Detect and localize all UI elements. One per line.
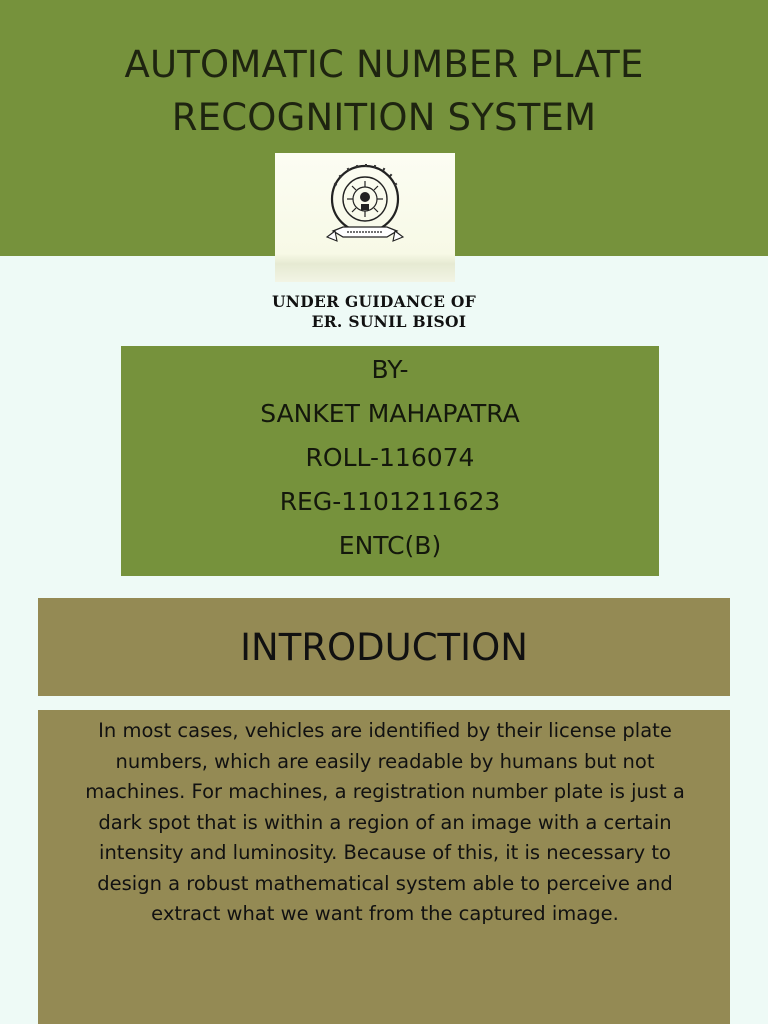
registration-number: REG-1101211623 (279, 487, 501, 516)
roll-number: ROLL-116074 (305, 443, 475, 472)
introduction-heading-panel (38, 598, 730, 696)
by-label: BY- (371, 355, 409, 384)
guidance-line-1: UNDER GUIDANCE OF (271, 292, 476, 311)
title-line-1: AUTOMATIC NUMBER PLATE (124, 43, 644, 86)
branch: ENTC(B) (338, 531, 442, 560)
introduction-heading: INTRODUCTION (240, 626, 528, 669)
title-line-2: RECOGNITION SYSTEM (171, 96, 597, 139)
emblem-icon (323, 157, 407, 253)
page-title (0, 38, 768, 144)
college-logo (275, 153, 455, 282)
author-name: SANKET MAHAPATRA (260, 399, 520, 428)
author-panel (121, 346, 659, 576)
introduction-body-panel (38, 710, 730, 1024)
introduction-paragraph: In most cases, vehicles are identified by their license plate numbers, which are easily readable by humans but not machines. For machines, a registration number plate is just a dark spot that is within a region of an image with a certain intensity and luminosity. Because of this, it is necessary to design a robust mathematical system able to perceive and extract what we want from the captured image. (85, 719, 685, 925)
guide-name: ER. SUNIL BISOI (311, 312, 467, 331)
guidance-label (0, 292, 768, 332)
